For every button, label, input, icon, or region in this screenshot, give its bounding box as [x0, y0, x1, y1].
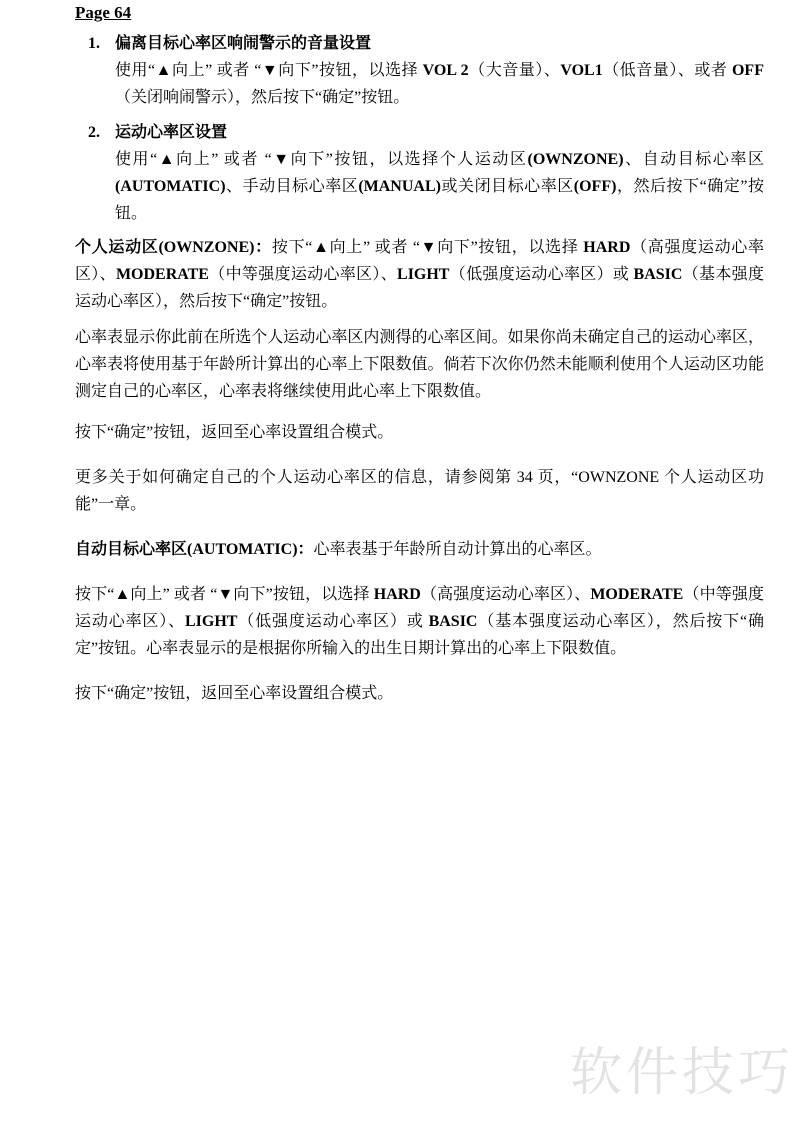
term-off: OFF: [731, 62, 764, 79]
paragraph-ok-return-2: 按下“确定”按钮，返回至心率设置组合模式。: [75, 685, 394, 702]
term-basic: BASIC: [633, 266, 683, 283]
list-item-volume-setting: [75, 30, 764, 111]
paragraph-automatic-select: 按下“▲向上” 或者 “▼向下”按钮，以选择 HARD（高强度运动心率区）、MODERATE（中等强度运动心率区）、LIGHT（低强度运动心率区）或 BASIC（基本强度运动心率区），然后按下“确定”按钮。心率表显示的是根据你所输入的出生日期计算出的心率上下限数值。: [75, 586, 764, 657]
term-moderate: MODERATE: [115, 266, 209, 283]
term-vol2: VOL 2: [422, 62, 469, 79]
paragraph-hr-display: 心率表显示你此前在所选个人运动心率区内测得的心率区间。如果你尚未确定自己的运动心率区，心率表将使用基于年龄所计算出的心率上下限数值。倘若下次你仍然未能顺利使用个人运动区功能测定自己的心率区，心率表将继续使用此心率上下限数值。: [75, 329, 764, 400]
item-number: 1.: [88, 35, 100, 52]
item-body: 使用“▲向上” 或者 “▼向下”按钮，以选择个人运动区(OWNZONE)、自动目标心率区(AUTOMATIC)、手动目标心率区(MANUAL)或关闭目标心率区(OFF)，然后按下“确定”按钮。: [115, 151, 764, 222]
term-moderate: MODERATE: [590, 586, 684, 603]
item-body: 使用“▲向上” 或者 “▼向下”按钮，以选择 VOL 2（大音量）、VOL1（低音量）、或者 OFF（关闭响闹警示），然后按下“确定”按钮。: [115, 62, 764, 106]
paragraph-ok-return-1: 按下“确定”按钮，返回至心率设置组合模式。: [75, 424, 394, 441]
item-title: 运动心率区设置: [115, 124, 228, 141]
term-automatic: (AUTOMATIC): [115, 178, 226, 195]
item-title: 偏离目标心率区响闹警示的音量设置: [115, 35, 372, 52]
term-light: LIGHT: [397, 266, 450, 283]
page-title: Page 64: [75, 3, 132, 22]
paragraph-ownzone-definition: 个人运动区(OWNZONE)：按下“▲向上” 或者 “▼向下”按钮，以选择 HARD（高强度运动心率区）、MODERATE（中等强度运动心率区）、LIGHT（低强度运动心率区）或 BASIC（基本强度运动心率区），然后按下“确定”按钮。: [75, 239, 764, 310]
list-item-zone-setting: [75, 119, 764, 227]
term-basic: BASIC: [428, 613, 478, 630]
watermark: 软件技巧: [569, 1043, 794, 1103]
item-number: 2.: [88, 124, 100, 141]
term-light: LIGHT: [184, 613, 238, 630]
paragraph-automatic-definition: 自动目标心率区(AUTOMATIC)：心率表基于年龄所自动计算出的心率区。: [75, 541, 602, 558]
term-manual: (MANUAL): [358, 178, 441, 195]
paragraph-more-info: 更多关于如何确定自己的个人运动心率区的信息，请参阅第 34 页，“OWNZONE 个人运动区功能”一章。: [75, 469, 764, 513]
term-hard: HARD: [373, 586, 421, 603]
term-vol1: VOL1: [560, 62, 603, 79]
term-off: (OFF): [573, 178, 617, 195]
term-ownzone-lead: 个人运动区(OWNZONE)：: [75, 239, 272, 256]
term-hard: HARD: [583, 239, 631, 256]
term-automatic-lead: 自动目标心率区(AUTOMATIC)：: [75, 541, 314, 558]
term-ownzone: (OWNZONE): [527, 151, 624, 168]
